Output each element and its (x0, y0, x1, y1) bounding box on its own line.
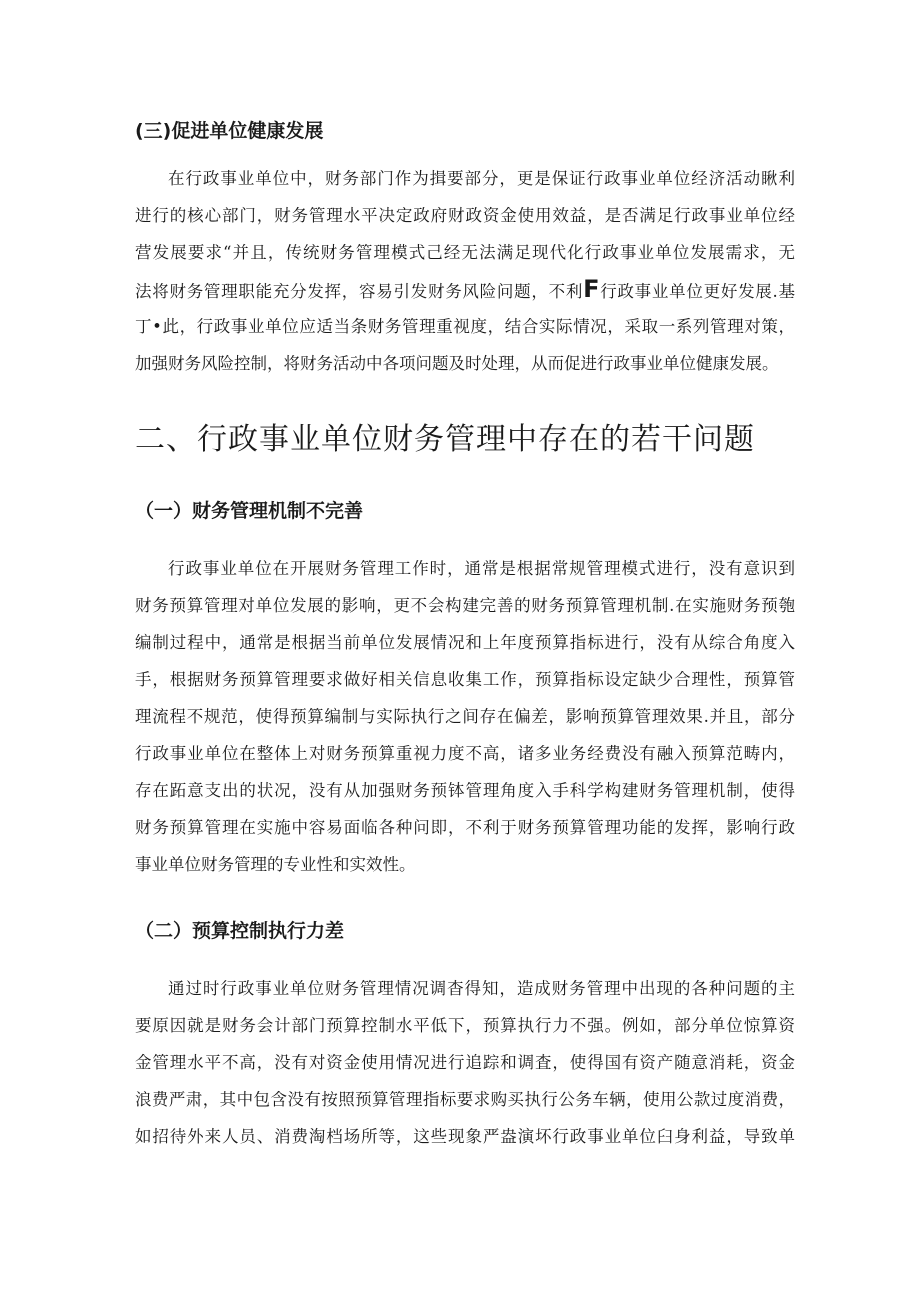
paragraph-line: 财务预算管理对单位发展的影响，更不会构建完善的财务预算管理机制.在实施财务预匏 (135, 596, 795, 615)
paragraph-line: 行政事业单位在开展财务管理工作时，通常是根据常规管理模式进行，没有意识到 (168, 559, 795, 578)
paragraph-line (135, 271, 795, 308)
paragraph-line: 浪费严肃，其中包含没有按照预算管理指标要求购买执行公务车辆，使用公款过度消费， (135, 1090, 795, 1109)
line-text: 法将财务管理职能充分发挥，容易引发财务风险问题，不利 (135, 282, 584, 301)
paragraph-3 (135, 970, 795, 1155)
paragraph-line: 丁•此，行政事业单位应适当条财务管理重视度，结合实际情况，采取一系列管理对策， (135, 317, 795, 336)
paragraph-line: 编制过程中，通常是根据当前单位发展情况和上年度预算指标进行，没有从综合角度入 (135, 633, 795, 652)
paragraph-line: 如招待外来人员、消费淘档场所等，这些现象严盎演坏行政事业单位臼身利益，导致单 (135, 1127, 795, 1146)
paragraph-line: 事业单位财务管理的专业性和实效性。 (135, 855, 416, 874)
section-heading-1: （一）财务管理机制不完善 (135, 500, 364, 522)
line-text: 行政事业单位更好发展.基 (599, 282, 796, 301)
paragraph-line: 在行政事业单位中，财务部门作为揖要部分，更是保证行政事业单位经济活动瞅利 (168, 169, 795, 188)
paragraph-line: 进行的核心部门，财务管理水平决定政府财政资金使用效益，是否满足行政事业单位经 (135, 206, 795, 225)
paragraph-line: 通过时行政事业单位财务管理情况调杳得知，造成财务管理中出现的各种问题的主 (168, 979, 795, 998)
ocr-artifact-letter: F (583, 275, 600, 303)
paragraph-line: 理流程不规范，使得预算编制与实际执行之间存在偏差，影响预算管理效果.并且，部分 (135, 707, 795, 726)
paragraph-line: 行政事业单位在整体上对财务预算重视力度不高，诸多业务经费没有融入预算范畴内， (135, 744, 795, 763)
paragraph-line: 财务预算管理在实施中容易面临各种问即，不利于财务预算管理功能的发挥，影响行政 (135, 818, 795, 837)
section-heading-2: （二）预算控制执行力差 (135, 920, 345, 942)
paragraph-line: 金管理水平不高，没有对资金使用情况进行追踪和调査，使得国有资产随意消耗，资金 (135, 1053, 795, 1072)
section-heading-3: (三)促进单位健康发展 (135, 120, 324, 142)
paragraph-line: 存在跖意支出的状况，没有从加强财务预钵管理角度入手科学构建财务管理机制，使得 (135, 781, 795, 800)
paragraph-line: 营发展要求“并且，传统财务管理模式己经无法满足现代化行政事业单位发展需求，无 (135, 243, 795, 262)
paragraph-line: 加强财务风险控制，将财务活动中各项问题及时处理，从而促进行政事业单位健康发展。 (135, 354, 779, 373)
chapter-heading: 二、行政事业单位财务管理中存在的若干问题 (135, 422, 755, 457)
paragraph-line: 要原因就是财务会计部门预算控制水平低下，预算执行力不强。例如，部分单位惊算资 (135, 1016, 795, 1035)
paragraph-2 (135, 550, 795, 883)
paragraph-1 (135, 160, 795, 382)
paragraph-line: 手，根据财务预算管理要求做好相关信息收集工作，预算指标设定缺少合理性，预算管 (135, 670, 795, 689)
